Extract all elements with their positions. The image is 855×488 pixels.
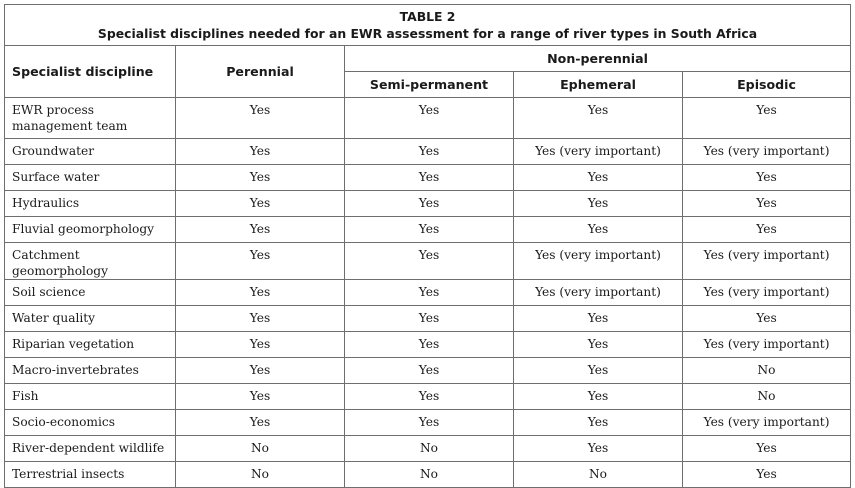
cell-ephemeral: Yes (very important) [514,280,683,306]
header-ephemeral: Ephemeral [514,72,683,98]
cell-perennial: Yes [176,243,345,280]
cell-semi-permanent: Yes [345,358,514,384]
header-row-1 [5,46,851,72]
cell-perennial: Yes [176,358,345,384]
cell-episodic: Yes (very important) [683,410,851,436]
cell-episodic: No [683,384,851,410]
table-row [5,436,851,462]
cell-episodic: Yes (very important) [683,139,851,165]
cell-semi-permanent: Yes [345,139,514,165]
cell-perennial: Yes [176,165,345,191]
table-body [5,98,851,488]
table-row [5,280,851,306]
cell-discipline: Catchment geomorphology [5,243,176,280]
cell-perennial: Yes [176,191,345,217]
cell-discipline: Socio-economics [5,410,176,436]
table-row [5,139,851,165]
cell-semi-permanent: Yes [345,384,514,410]
table-row [5,410,851,436]
cell-episodic: No [683,358,851,384]
cell-discipline: Soil science [5,280,176,306]
cell-episodic: Yes [683,98,851,139]
table-row [5,165,851,191]
caption-row [5,5,851,46]
cell-ephemeral: Yes [514,436,683,462]
table-row [5,306,851,332]
cell-perennial: Yes [176,217,345,243]
cell-perennial: Yes [176,306,345,332]
cell-ephemeral: Yes [514,98,683,139]
cell-episodic: Yes [683,436,851,462]
cell-semi-permanent: No [345,436,514,462]
table-caption-subtitle: Specialist disciplines needed for an EWR assessment for a range of river types in South Africa [97,26,758,41]
cell-perennial: No [176,436,345,462]
header-specialist-discipline: Specialist discipline [5,46,176,98]
cell-discipline: Riparian vegetation [5,332,176,358]
cell-discipline: Macro-invertebrates [5,358,176,384]
table-row [5,462,851,488]
cell-semi-permanent: Yes [345,410,514,436]
cell-episodic: Yes [683,462,851,488]
table-row [5,217,851,243]
cell-ephemeral: Yes [514,165,683,191]
cell-perennial: Yes [176,139,345,165]
cell-episodic: Yes [683,191,851,217]
cell-ephemeral: Yes [514,358,683,384]
cell-perennial: No [176,462,345,488]
cell-ephemeral: Yes [514,384,683,410]
header-semi-permanent: Semi-permanent [345,72,514,98]
cell-ephemeral: Yes (very important) [514,243,683,280]
cell-semi-permanent: Yes [345,243,514,280]
cell-perennial: Yes [176,332,345,358]
cell-discipline: River-dependent wildlife [5,436,176,462]
table-row [5,358,851,384]
cell-semi-permanent: Yes [345,332,514,358]
cell-discipline: Surface water [5,165,176,191]
cell-semi-permanent: No [345,462,514,488]
cell-semi-permanent: Yes [345,306,514,332]
cell-ephemeral: Yes [514,332,683,358]
table-head [5,5,851,98]
cell-semi-permanent: Yes [345,280,514,306]
table-caption-title: TABLE 2 [399,9,456,24]
table-row [5,384,851,410]
cell-ephemeral: Yes (very important) [514,139,683,165]
cell-episodic: Yes (very important) [683,280,851,306]
cell-episodic: Yes (very important) [683,243,851,280]
cell-discipline: Terrestrial insects [5,462,176,488]
cell-discipline: Groundwater [5,139,176,165]
header-perennial: Perennial [176,46,345,98]
cell-ephemeral: Yes [514,217,683,243]
cell-discipline: EWR process management team [5,98,176,139]
cell-episodic: Yes [683,165,851,191]
table-row [5,332,851,358]
cell-perennial: Yes [176,280,345,306]
cell-episodic: Yes [683,306,851,332]
cell-discipline: Fish [5,384,176,410]
specialist-disciplines-table [4,4,851,488]
cell-semi-permanent: Yes [345,98,514,139]
table-row [5,98,851,139]
cell-semi-permanent: Yes [345,191,514,217]
cell-ephemeral: Yes [514,191,683,217]
cell-semi-permanent: Yes [345,165,514,191]
header-episodic: Episodic [683,72,851,98]
table-caption [5,5,851,46]
cell-ephemeral: No [514,462,683,488]
header-non-perennial: Non-perennial [345,46,851,72]
cell-discipline: Fluvial geomorphology [5,217,176,243]
cell-perennial: Yes [176,410,345,436]
table-row [5,191,851,217]
specialist-disciplines-table-container [4,4,850,488]
cell-discipline: Water quality [5,306,176,332]
cell-episodic: Yes (very important) [683,332,851,358]
table-row [5,243,851,280]
cell-ephemeral: Yes [514,410,683,436]
cell-discipline: Hydraulics [5,191,176,217]
cell-perennial: Yes [176,98,345,139]
cell-episodic: Yes [683,217,851,243]
cell-semi-permanent: Yes [345,217,514,243]
cell-ephemeral: Yes [514,306,683,332]
cell-perennial: Yes [176,384,345,410]
